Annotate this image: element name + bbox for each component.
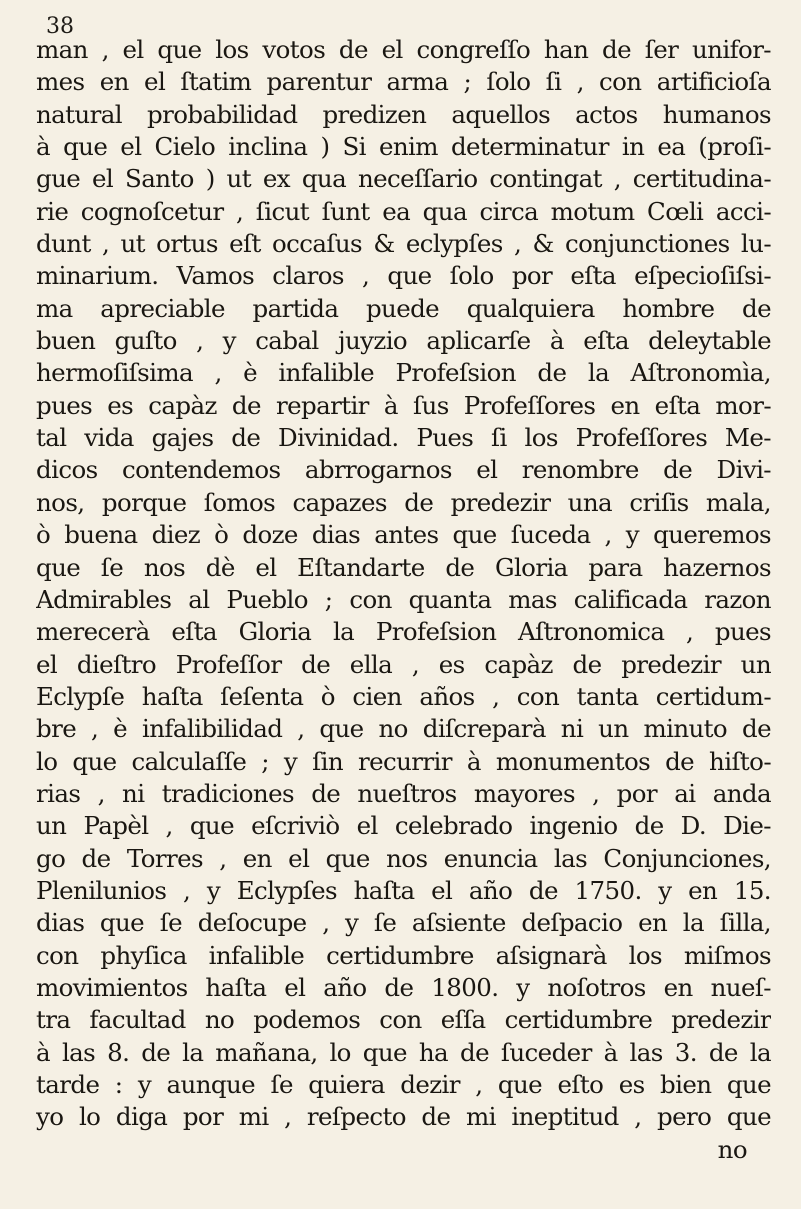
text-line: à las 8. de la mañana, lo que ha de ſuceder à las 3. de la	[36, 1037, 771, 1067]
text-line: mes en el ſtatim parentur arma ; ſolo ſi , con artificioſa	[36, 67, 771, 97]
text-line: natural probabilidad predizen aquellos actos humanos	[36, 99, 771, 129]
text-line: Eclypſe haſta ſeſenta ò cien años , con tanta certidum-	[36, 681, 771, 711]
text-line: tra facultad no podemos con eſſa certidumbre predezir	[36, 1005, 771, 1035]
text-line: man , el que los votos de el congreſſo han de ſer unifor-	[36, 35, 771, 64]
text-line: ò buena diez ò doze dias antes que ſuceda , y queremos	[36, 520, 771, 550]
text-line: minarium. Vamos claros , que ſolo por eſta eſpecioſiſsi-	[36, 261, 771, 291]
text-line: gue el Santo ) ut ex qua neceſſario contingat , certitudina-	[36, 164, 771, 194]
text-line: ma apreciable partida puede qualquiera hombre de	[36, 293, 771, 323]
text-line: un Papèl , que eſcriviò el celebrado ingenio de D. Die-	[36, 811, 771, 841]
text-line: hermoſiſsima , è infalible Profeſsion de la Aſtronomìa,	[36, 358, 771, 388]
text-line: dias que ſe deſocupe , y ſe aſsiente deſpacio en la ſilla,	[36, 908, 771, 938]
text-line: Plenilunios , y Eclypſes haſta el año de 1750. y en 15.	[36, 875, 771, 905]
text-line: con phyſica infalible certidumbre aſsignarà los miſmos	[36, 940, 771, 970]
text-line: buen guſto , y cabal juyzio aplicarſe à eſta deleytable	[36, 326, 771, 356]
text-line: bre , è infalibilidad , que no diſcreparà ni un minuto de	[36, 714, 771, 744]
body-text	[36, 34, 771, 1166]
text-line: merecerà eſta Gloria la Profeſsion Aſtronomica , pues	[36, 617, 771, 647]
text-line: dicos contendemos abrrogarnos el renombre de Divi-	[36, 455, 771, 485]
text-line: pues es capàz de repartir à ſus Profeſſores en eſta mor-	[36, 390, 771, 420]
catchword: no	[717, 1134, 747, 1164]
text-line: movimientos haſta el año de 1800. y noſotros en nueſ-	[36, 972, 771, 1002]
text-line: tal vida gajes de Divinidad. Pues ſi los Profeſſores Me-	[36, 423, 771, 453]
text-line: à que el Cielo inclina ) Si enim determinatur in ea (proſi-	[36, 132, 771, 162]
text-line: yo lo diga por mi , reſpecto de mi ineptitud , pero que	[36, 1102, 771, 1132]
text-line: lo que calculaſſe ; y ſin recurrir à monumentos de hiſto-	[36, 746, 771, 776]
text-line: go de Torres , en el que nos enuncia las Conjunciones,	[36, 843, 771, 873]
text-line: dunt , ut ortus eſt occaſus & eclypſes , & conjunctiones lu-	[36, 229, 771, 259]
text-line: rias , ni tradiciones de nueſtros mayores , por ai anda	[36, 778, 771, 808]
text-line: Admirables al Pueblo ; con quanta mas calificada razon	[36, 584, 771, 614]
text-line: el dieſtro Profeſſor de ella , es capàz de predezir un	[36, 649, 771, 679]
text-line: tarde : y aunque ſe quiera dezir , que eſto es bien que	[36, 1070, 771, 1099]
text-line: nos, porque ſomos capazes de predezir una criſis mala,	[36, 487, 771, 517]
text-line: que ſe nos dè el Eſtandarte de Gloria para hazernos	[36, 552, 771, 582]
text-line: rie cognoſcetur , ſicut ſunt ea qua circa motum Cœli acci-	[36, 196, 771, 226]
page-number: 38	[46, 14, 74, 39]
